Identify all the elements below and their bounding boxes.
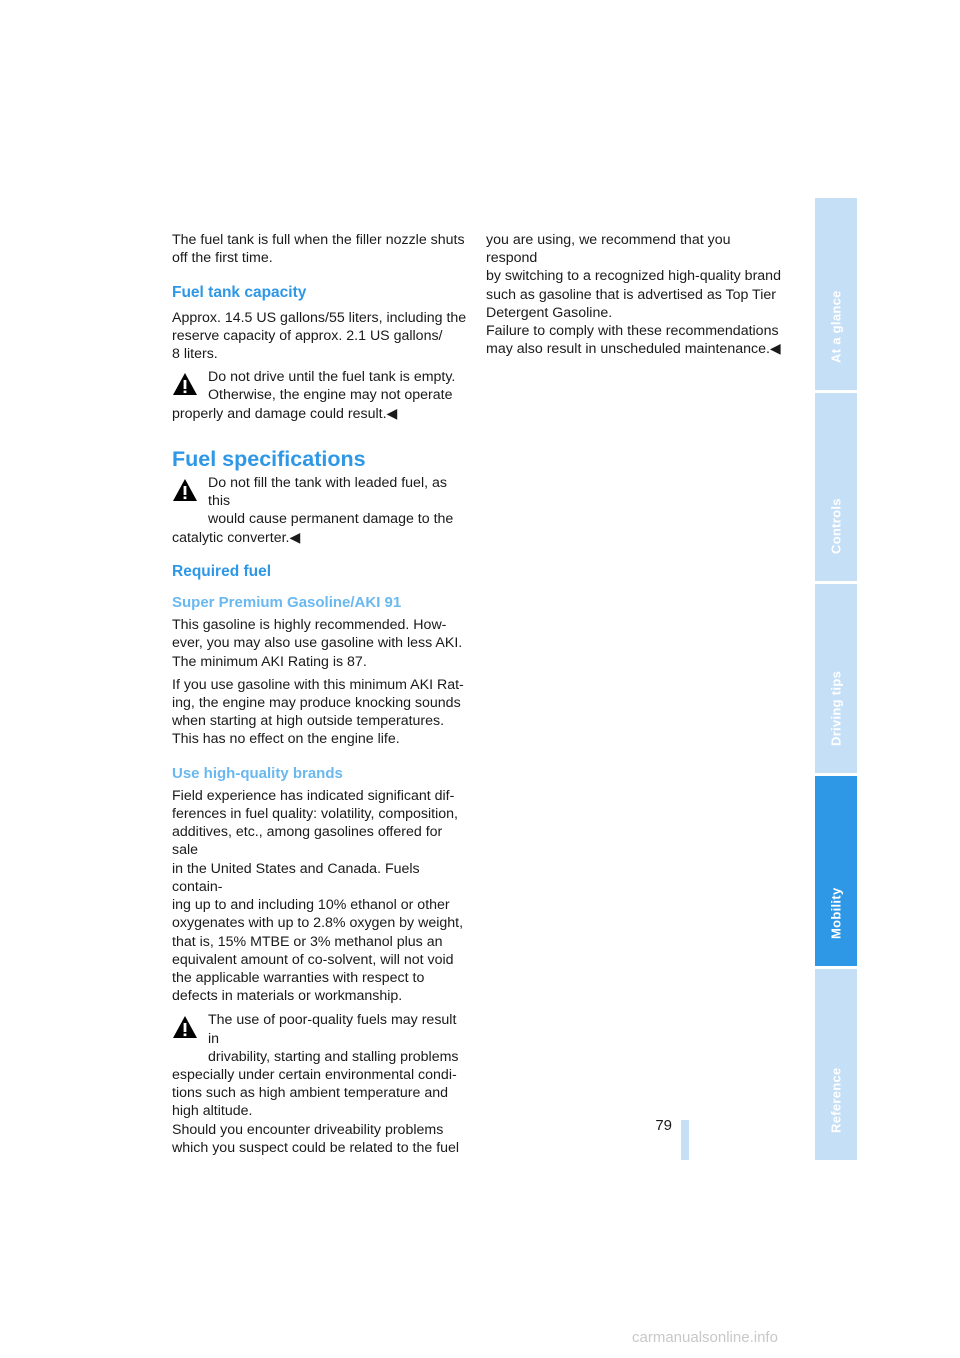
right-line-6: may also result in unscheduled maintenance.◀ [486,341,781,358]
capacity-line-3: 8 liters. [172,346,218,363]
capacity-line-2: reserve capacity of approx. 2.1 US gallons/ [172,327,443,344]
warning-3-line-2: drivability, starting and stalling problems [208,1048,459,1065]
tab-reference-label: Reference [828,1067,844,1133]
brands-line-8: equivalent amount of co-solvent, will not void [172,951,454,968]
warning-empty-tank [172,368,468,423]
brands-line-9: the applicable warranties with respect to [172,969,425,986]
warning-3-line-7: which you suspect could be related to the fuel [172,1139,460,1156]
right-line-5: Failure to comply with these recommendations [486,323,779,340]
warning-1-line-2: Otherwise, the engine may not operate [208,387,453,404]
right-line-1: you are using, we recommend that you respond [486,232,731,267]
paragraph-fuel-full: The fuel tank is full when the filler nozzle shuts off the first time. [172,232,465,267]
watermark-text: carmanualsonline.info [632,1329,778,1346]
right-line-3: such as gasoline that is advertised as Top Tier [486,286,776,303]
left-column [172,231,468,1157]
right-line-4: Detergent Gasoline. [486,304,613,321]
min-aki-line-3: when starting at high outside temperatures. [172,713,445,730]
warning-3-line-3: especially under certain environmental condi- [172,1066,457,1083]
heading-super-premium: Super Premium Gasoline/AKI 91 [172,594,402,612]
heading-high-quality-brands: Use high-quality brands [172,764,343,782]
super-line-1: This gasoline is highly recommended. How- [172,617,447,634]
warning-3-line-4: tions such as high ambient temperature and [172,1085,449,1102]
brands-line-7: that is, 15% MTBE or 3% methanol plus an [172,933,443,950]
brands-line-1: Field experience has indicated significant dif- [172,787,455,804]
tab-at-a-glance[interactable] [815,198,857,390]
section-tab-strip [815,198,857,1160]
min-aki-line-2: ing, the engine may produce knocking sounds [172,695,461,712]
warning-2-line-2: would cause permanent damage to the [208,511,454,528]
page-number: 79 [655,1117,672,1134]
heading-fuel-specifications: Fuel specifications [172,446,366,471]
brands-line-6: oxygenates with up to 2.8% oxygen by weight, [172,915,464,932]
tab-driving-tips-label: Driving tips [828,670,844,746]
min-aki-line-1: If you use gasoline with this minimum AKI Rat- [172,676,464,693]
capacity-line-1: Approx. 14.5 US gallons/55 liters, including the [172,309,467,326]
warning-2-line-3: catalytic converter.◀ [172,529,301,546]
min-aki-line-4: This has no effect on the engine life. [172,731,400,748]
warning-3-line-5: high altitude. [172,1103,253,1120]
right-column [486,231,782,358]
brands-line-10: defects in materials or workmanship. [172,988,403,1005]
tab-driving-tips[interactable] [815,584,857,773]
heading-required-fuel: Required fuel [172,562,272,580]
super-line-3: The minimum AKI Rating is 87. [172,653,367,670]
tab-at-a-glance-label: At a glance [828,290,844,363]
right-line-2: by switching to a recognized high-quality brand [486,268,781,285]
brands-line-4: in the United States and Canada. Fuels contain- [172,860,420,895]
super-line-2: ever, you may also use gasoline with less AKI. [172,635,463,652]
tab-controls[interactable] [815,393,857,581]
tab-controls-label: Controls [828,498,844,554]
tab-reference[interactable] [815,969,857,1160]
warning-3-line-6: Should you encounter driveability problems [172,1121,444,1138]
warning-3-line-1: The use of poor-quality fuels may result in [208,1012,457,1047]
warning-triangle-icon [172,1015,198,1039]
warning-leaded-fuel [172,474,468,547]
brands-line-2: ferences in fuel quality: volatility, composition, [172,806,458,823]
warning-2-line-1: Do not fill the tank with leaded fuel, as this [208,475,447,510]
warning-triangle-icon [172,372,198,396]
brands-line-5: ing up to and including 10% ethanol or other [172,897,450,914]
tab-mobility[interactable] [815,776,857,966]
warning-1-line-1: Do not drive until the fuel tank is empty. [208,369,456,386]
warning-poor-quality-fuel [172,1011,468,1157]
brands-line-3: additives, etc., among gasolines offered for sale [172,824,443,859]
warning-triangle-icon [172,478,198,502]
warning-1-line-3: properly and damage could result.◀ [172,405,398,422]
heading-fuel-tank-capacity: Fuel tank capacity [172,284,307,302]
page-number-bar [681,1120,689,1160]
tab-mobility-label: Mobility [828,887,844,939]
